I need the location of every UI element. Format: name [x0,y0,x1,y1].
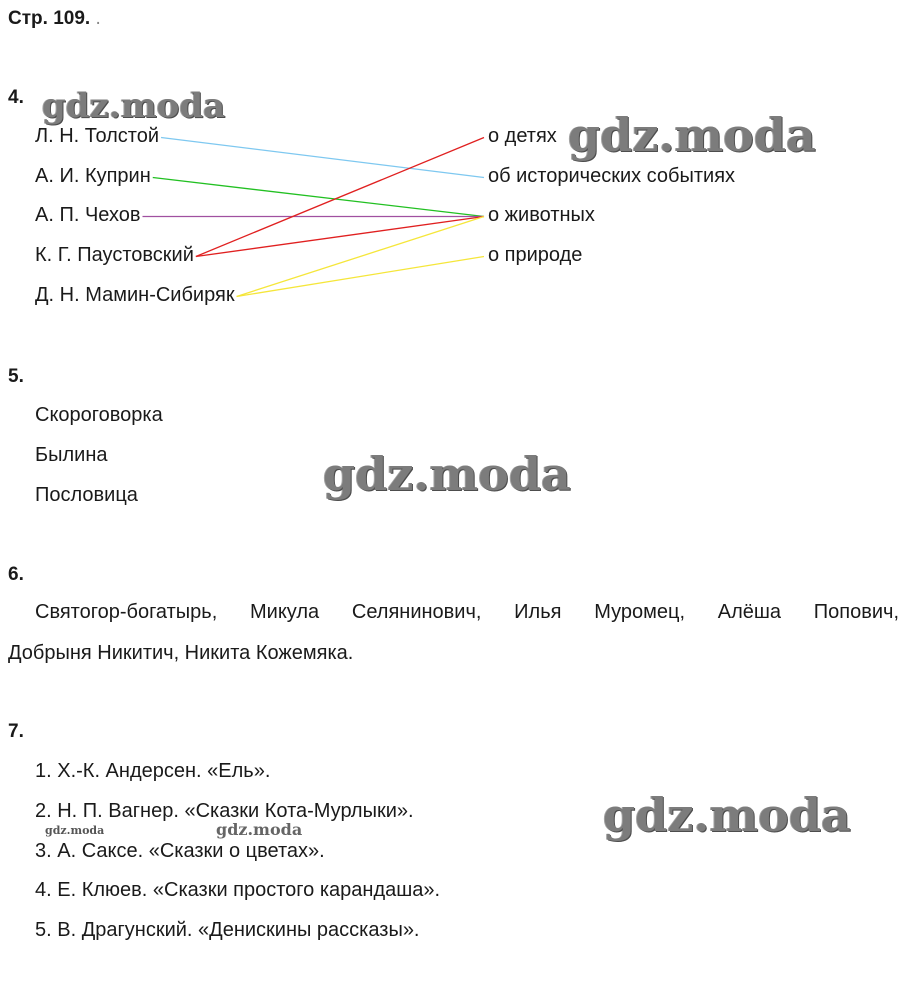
book-item: 3. А. Саксе. «Сказки о цветах». [35,840,325,862]
author-kuprin: А. И. Куприн [35,165,151,187]
book-item: 1. Х.-К. Андерсен. «Ель». [35,760,271,782]
page-title: Стр. 109. . [8,8,101,29]
genre-item: Былина [35,444,108,466]
author-paustovsky: К. Г. Паустовский [35,244,194,266]
book-item: 2. Н. П. Вагнер. «Сказки Кота-Мурлыки». [35,800,414,822]
match-line-4 [196,217,484,257]
genre-item: Скороговорка [35,404,163,426]
match-line-3 [196,138,484,257]
watermark: gdz.moda [603,788,851,842]
task-7-number: 7. [8,721,24,742]
topic-children: о детях [488,125,557,147]
match-line-5 [237,217,484,297]
heroes-line-1: Святогор-богатырь, Микула Селянинович, Илья Муромец, Алёша Попович, [35,601,899,623]
book-item: 4. Е. Клюев. «Сказки простого карандаша». [35,879,441,901]
task-5-number: 5. [8,366,24,387]
match-line-1 [153,178,484,217]
topic-animals: о животных [488,204,595,226]
topic-history: об исторических событиях [488,165,736,187]
watermark: gdz.moda [568,108,816,162]
watermark: gdz.moda [42,86,226,126]
book-item: 5. В. Драгунский. «Денискины рассказы». [35,919,420,941]
watermark: gdz.moda [45,824,105,837]
genre-item: Пословица [35,484,138,506]
topic-nature: о природе [488,244,583,266]
task-6-number: 6. [8,564,24,585]
match-line-6 [237,257,484,297]
watermark: gdz.moda [216,820,303,839]
author-mamin-sibiryak: Д. Н. Мамин-Сибиряк [35,284,235,306]
heroes-line-2: Добрыня Никитич, Никита Кожемяка. [8,642,354,664]
author-tolstoy: Л. Н. Толстой [35,125,160,147]
task-4-number: 4. [8,87,24,108]
watermark: gdz.moda [323,447,571,501]
author-chekhov: А. П. Чехов [35,204,141,226]
